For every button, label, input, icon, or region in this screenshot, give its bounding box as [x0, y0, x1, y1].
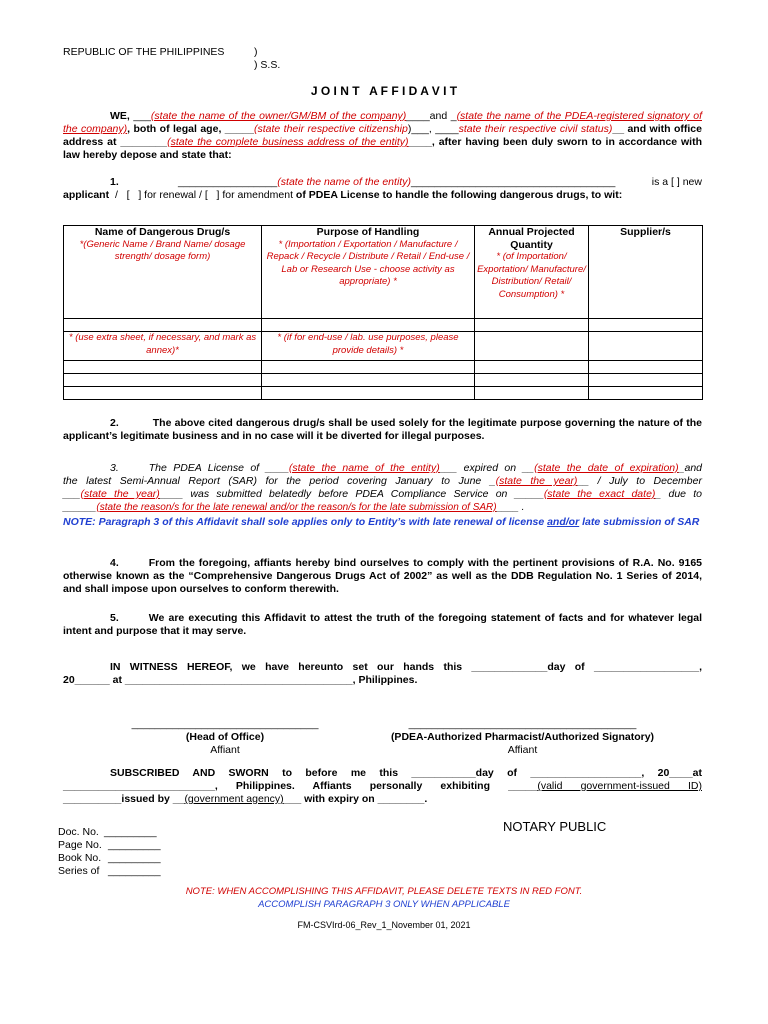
notary-public-label: NOTARY PUBLIC: [503, 819, 607, 834]
column-header: Supplier/s: [620, 226, 671, 238]
and-or-text: and/or: [547, 516, 580, 528]
column-hint: *(Generic Name / Brand Name/ dosage strength/ dosage form): [79, 238, 246, 262]
table-header-row: [64, 226, 703, 319]
book-no-row: Book No. _________: [58, 852, 161, 864]
para2: [63, 417, 702, 443]
table-row[interactable]: [64, 387, 703, 400]
para3-line3: ___(state the year)____ was submitted belatedly before PDEA Compliance Service on _____(state the exact date)_ due to: [63, 488, 702, 500]
notary-register: [58, 826, 161, 878]
renewal-checkbox: [: [126, 189, 130, 201]
head-of-office-label: (Head of Office): [185, 731, 265, 743]
para1-line1: [178, 176, 702, 189]
jurat-line3: __________issued by __(government agency)___ with expiry on ________.: [63, 793, 428, 805]
signatory-hint: (state the name of the PDEA-registered signatory of the company): [63, 110, 702, 135]
table-row[interactable]: [64, 361, 703, 374]
series-row: Series of _________: [58, 865, 161, 877]
footer-note-red: NOTE: WHEN ACCOMPLISHING THIS AFFIDAVIT, PLEASE DELETE TEXTS IN RED FONT.: [185, 886, 583, 897]
renewal-label: ] for renewal / [: [138, 189, 208, 201]
dangerous-drugs-table: [63, 225, 703, 400]
license-text: of PDEA License to handle the following dangerous drugs, to wit:: [295, 189, 623, 201]
address-text: __ and with office address at ________: [63, 123, 702, 148]
column-header: Annual Projected Quantity: [488, 226, 575, 251]
table-row[interactable]: [64, 332, 703, 361]
column-hint: * (of Importation/ Exportation/ Manufacture/ Distribution/ Retail/ Consumption) *: [477, 251, 586, 300]
venue-paren: ): [254, 46, 258, 58]
jurat: [63, 767, 702, 806]
form-code: FM-CSVIrd-06_Rev_1_November 01, 2021: [297, 920, 471, 930]
para3-line1: 3. The PDEA License of ____(state the name of the entity)___ expired on __(state the date of expiration)_and: [110, 462, 703, 474]
address-hint: (state the complete business address of the entity): [167, 136, 409, 148]
extra-sheet-hint: * (use extra sheet, if necessary, and mark as annex)*: [68, 332, 257, 356]
blank: ___: [133, 110, 151, 122]
para3-line2: the latest Semi-Annual Report (SAR) for the period covering January to June _(state the year)__ / July to December: [63, 475, 702, 487]
signatory-label: (PDEA-Authorized Pharmacist/Authorized Signatory): [390, 731, 655, 743]
applicant-label: applicant: [63, 189, 110, 201]
blank: ___________________________________: [410, 176, 616, 188]
agency-hint: (government agency): [184, 793, 284, 805]
expiry-date-hint: (state the date of expiration): [534, 462, 679, 474]
para-number: 2.: [110, 417, 119, 429]
blank: )___, ____: [407, 123, 459, 135]
para3: [63, 462, 702, 514]
citizenship-hint: (state their respective citizenship: [253, 123, 408, 135]
affiant-label: Affiant: [210, 744, 240, 756]
we-label: WE,: [110, 110, 130, 122]
para5-text: We are executing this Affidavit to attest the truth of the foregoing statement of facts and for whatever legal intent and purpose that it may serve.: [63, 612, 702, 637]
footer-note-blue: ACCOMPLISH PARAGRAPH 3 ONLY WHEN APPLICABLE: [258, 899, 510, 910]
republic-heading: REPUBLIC OF THE PHILIPPINES: [63, 46, 225, 58]
document-title: J O I N T A F F I D A V I T: [310, 84, 458, 98]
intro-paragraph: [63, 110, 702, 162]
para-number: 4.: [110, 557, 119, 569]
intro-closing: after having been duly sworn to in accordance with law hereby depose and state that:: [63, 136, 702, 161]
amendment-label: ] for amendment: [216, 189, 293, 201]
col-supplier: [589, 226, 703, 319]
blank: ____and _: [406, 110, 457, 122]
jurat-line2: __________________________, Philippines. Affiants personally exhibiting _____(valid government-issued ID): [63, 780, 702, 792]
para4-text: From the foregoing, affiants hereby bind ourselves to comply with the pertinent provisions of R.A. No. 9165 otherwise known as the “Comprehensive Dangerous Drugs Act of 2002” as well as the DDB Regulation No. 1 Series of 2014, and shall impose upon ourselves to conform therewith.: [63, 557, 702, 595]
para2-text: The above cited dangerous drug/s shall be used solely for the legitimate purpose governing the nature of the applicant’s legitimate business and in no case will it be diverted for illegal purposes.: [63, 417, 702, 442]
entity-hint: (state the name of the entity): [277, 176, 411, 188]
para1-line2: [63, 189, 702, 202]
para-number: 3.: [110, 462, 119, 474]
para-number: 5.: [110, 612, 119, 624]
owner-hint: (state the name of the owner/GM/BM of the company): [150, 110, 407, 122]
para4: [63, 557, 702, 596]
blank: _________________: [178, 176, 278, 188]
new-applicant-checkbox: is a [ ] new: [651, 176, 702, 188]
para3-line4: ______(state the reason/s for the late renewal and/or the reason/s for the late submission of SAR)____ .: [63, 502, 525, 513]
signature-line: _______________________________________: [408, 718, 637, 730]
blank: ____,: [408, 136, 435, 148]
table-row[interactable]: [64, 374, 703, 387]
para1-number: 1.: [110, 176, 119, 188]
doc-no-row: Doc. No. _________: [58, 826, 157, 838]
affiant-label: Affiant: [507, 744, 538, 756]
witness-line2: 20______ at _______________________________________, Philippines.: [63, 674, 418, 686]
table-row[interactable]: [64, 319, 703, 332]
year-hint: (state the year): [80, 488, 160, 500]
signature-line: ________________________________: [131, 718, 319, 730]
entity-hint: (state the name of the entity): [288, 462, 440, 474]
signature-right: [370, 718, 675, 757]
para3-note: NOTE: Paragraph 3 of this Affidavit shall sole applies only to Entity’s with late renewal of license and/or late submission of SAR: [63, 516, 700, 528]
jurat-line1: SUBSCRIBED AND SWORN to before me this ___________day of ___________________, 20____at: [110, 767, 702, 779]
col-drug-name: [64, 226, 262, 319]
reason-hint: (state the reason/s for the late renewal and/or the reason/s for the late submission of SAR): [96, 502, 497, 513]
witness-line1: IN WITNESS HEREOF, we have hereunto set our hands this _____________day of __________________,: [110, 661, 702, 673]
end-use-hint: * (if for end-use / lab. use purposes, please provide details) *: [277, 332, 459, 356]
col-quantity: [475, 226, 589, 319]
column-header: Name of Dangerous Drug/s: [94, 226, 231, 238]
para5: [63, 612, 702, 638]
divider: /: [114, 189, 118, 201]
civil-status-hint: state their respective civil status): [458, 123, 613, 135]
column-hint: * (Importation / Exportation / Manufacture / Repack / Recycle / Distribute / Retail / End-use / Lab or Research Use - choose activity as appropriate) *: [266, 238, 470, 287]
id-hint: (valid government-issued ID): [537, 780, 702, 792]
column-header: Purpose of Handling: [316, 226, 420, 238]
legal-age-text: , both of legal age, _____: [127, 123, 254, 135]
page-no-row: Page No. _________: [58, 839, 161, 851]
col-purpose: [262, 226, 475, 319]
exact-date-hint: (state the exact date): [543, 488, 656, 500]
year-hint: (state the year): [495, 475, 578, 487]
ss-label: ) S.S.: [254, 59, 281, 71]
signature-left: [100, 718, 350, 757]
witness-clause: [63, 661, 702, 687]
